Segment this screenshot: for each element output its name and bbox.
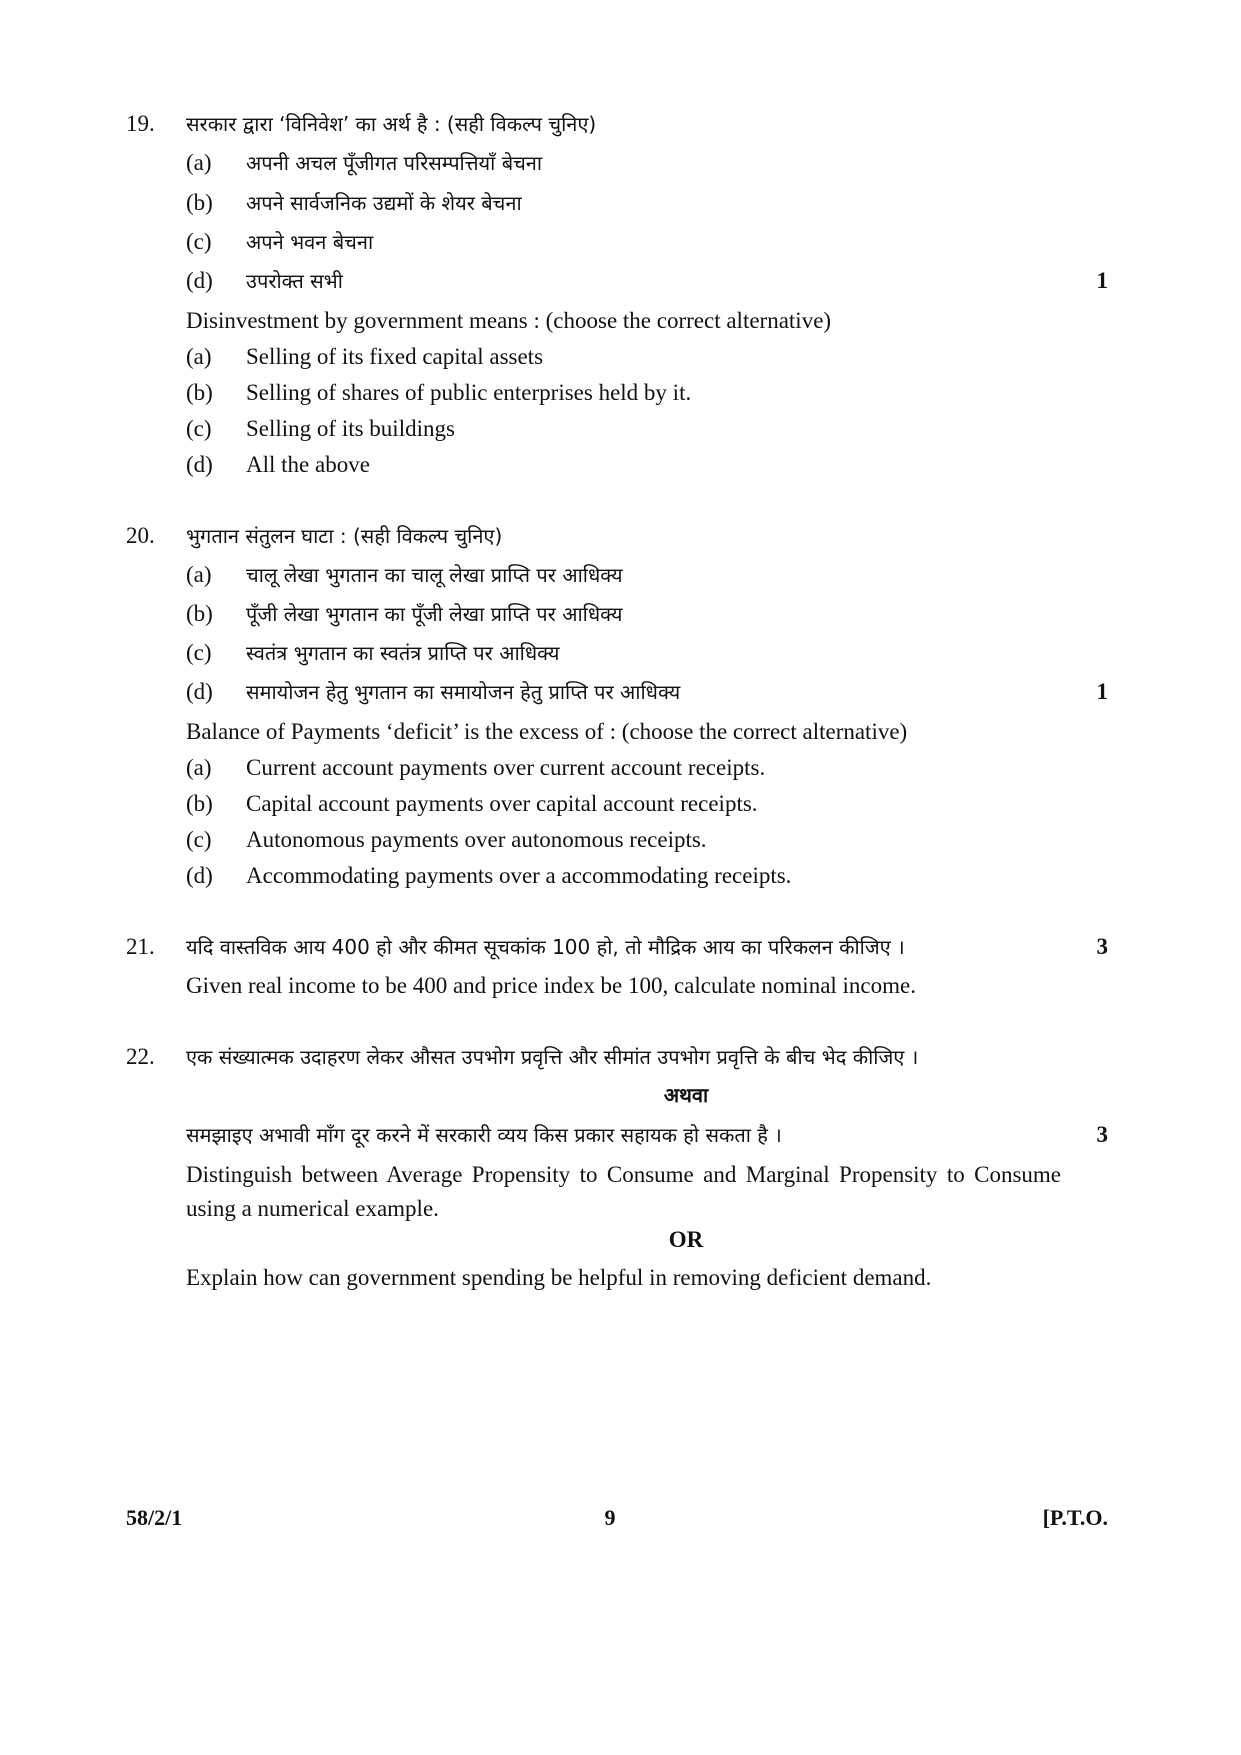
option-label: (c) (186, 416, 212, 441)
option-label: (d) (186, 268, 213, 293)
alternative-question-hindi: समझाइए अभावी माँग दूर करने में सरकारी व्यय किस प्रकार सहायक हो सकता है । (186, 1123, 782, 1147)
option-label: (c) (186, 229, 212, 254)
option-label: (a) (186, 755, 212, 780)
option-text-hindi: अपने भवन बेचना (246, 230, 374, 254)
option-text-hindi: अपनी अचल पूँजीगत परिसम्पत्तियाँ बेचना (246, 151, 543, 175)
marks-value: 1 (1096, 679, 1108, 704)
option-text-english: Current account payments over current account receipts. (246, 755, 766, 780)
option-text-hindi: पूँजी लेखा भुगतान का पूँजी लेखा प्राप्ति पर आधिक्य (246, 602, 623, 626)
or-divider-english: OR (668, 1227, 704, 1252)
option-text-english: All the above (246, 452, 370, 477)
question-stem-hindi: एक संख्यात्मक उदाहरण लेकर औसत उपभोग प्रवृत्ति और सीमांत उपभोग प्रवृत्ति के बीच भेद कीजिए । (186, 1045, 919, 1069)
option-text-english: Selling of its fixed capital assets (246, 344, 544, 369)
page-number: 9 (604, 1505, 616, 1530)
question-stem-english: Given real income to be 400 and price index be 100, calculate nominal income. (186, 973, 916, 998)
option-label: (d) (186, 679, 213, 704)
paper-code: 58/2/1 (126, 1505, 183, 1530)
question-stem-english: Distinguish between Average Propensity to Consume and Marginal Propensity to Consume using a numerical example. (186, 1162, 1061, 1221)
option-label: (c) (186, 827, 212, 852)
alternative-question-english: Explain how can government spending be helpful in removing deficient demand. (186, 1265, 932, 1290)
option-text-hindi: स्वतंत्र भुगतान का स्वतंत्र प्राप्ति पर आधिक्य (246, 641, 560, 665)
option-label: (a) (186, 562, 212, 587)
question-stem-hindi: सरकार द्वारा ‘विनिवेश’ का अर्थ है : (सही विकल्प चुनिए) (186, 112, 597, 136)
option-text-hindi: चालू लेखा भुगतान का चालू लेखा प्राप्ति पर आधिक्य (246, 563, 623, 587)
option-label: (d) (186, 863, 213, 888)
option-text-english: Accommodating payments over a accommodating receipts. (246, 863, 792, 888)
marks-value: 3 (1096, 1122, 1108, 1147)
question-stem-hindi: यदि वास्तविक आय 400 हो और कीमत सूचकांक 100 हो, तो मौद्रिक आय का परिकलन कीजिए । (186, 935, 905, 959)
question-number: 20. (126, 523, 155, 548)
option-label: (b) (186, 791, 213, 816)
option-label: (a) (186, 150, 212, 175)
option-label: (c) (186, 640, 212, 665)
option-label: (d) (186, 452, 213, 477)
question-stem-hindi: भुगतान संतुलन घाटा : (सही विकल्प चुनिए) (186, 524, 503, 548)
option-text-english: Autonomous payments over autonomous receipts. (246, 827, 707, 852)
option-text-hindi: उपरोक्त सभी (246, 269, 343, 293)
question-stem-english: Balance of Payments ‘deficit’ is the excess of : (choose the correct alternative) (186, 719, 908, 744)
option-text-hindi: अपने सार्वजनिक उद्यमों के शेयर बेचना (246, 191, 522, 215)
option-label: (b) (186, 190, 213, 215)
option-text-english: Selling of shares of public enterprises held by it. (246, 380, 692, 405)
option-text-english: Capital account payments over capital account receipts. (246, 791, 758, 816)
pto-marker: [P.T.O. (1042, 1505, 1108, 1530)
option-text-hindi: समायोजन हेतु भुगतान का समायोजन हेतु प्राप्ति पर आधिक्य (246, 680, 681, 704)
question-number: 21. (126, 934, 155, 959)
question-number: 19. (126, 111, 155, 136)
question-number: 22. (126, 1044, 155, 1069)
option-label: (b) (186, 380, 213, 405)
question-stem-english: Disinvestment by government means : (choose the correct alternative) (186, 308, 832, 333)
option-label: (a) (186, 344, 212, 369)
or-divider-hindi: अथवा (663, 1083, 709, 1107)
option-text-english: Selling of its buildings (246, 416, 455, 441)
marks-value: 1 (1096, 268, 1108, 293)
marks-value: 3 (1096, 934, 1108, 959)
option-label: (b) (186, 601, 213, 626)
